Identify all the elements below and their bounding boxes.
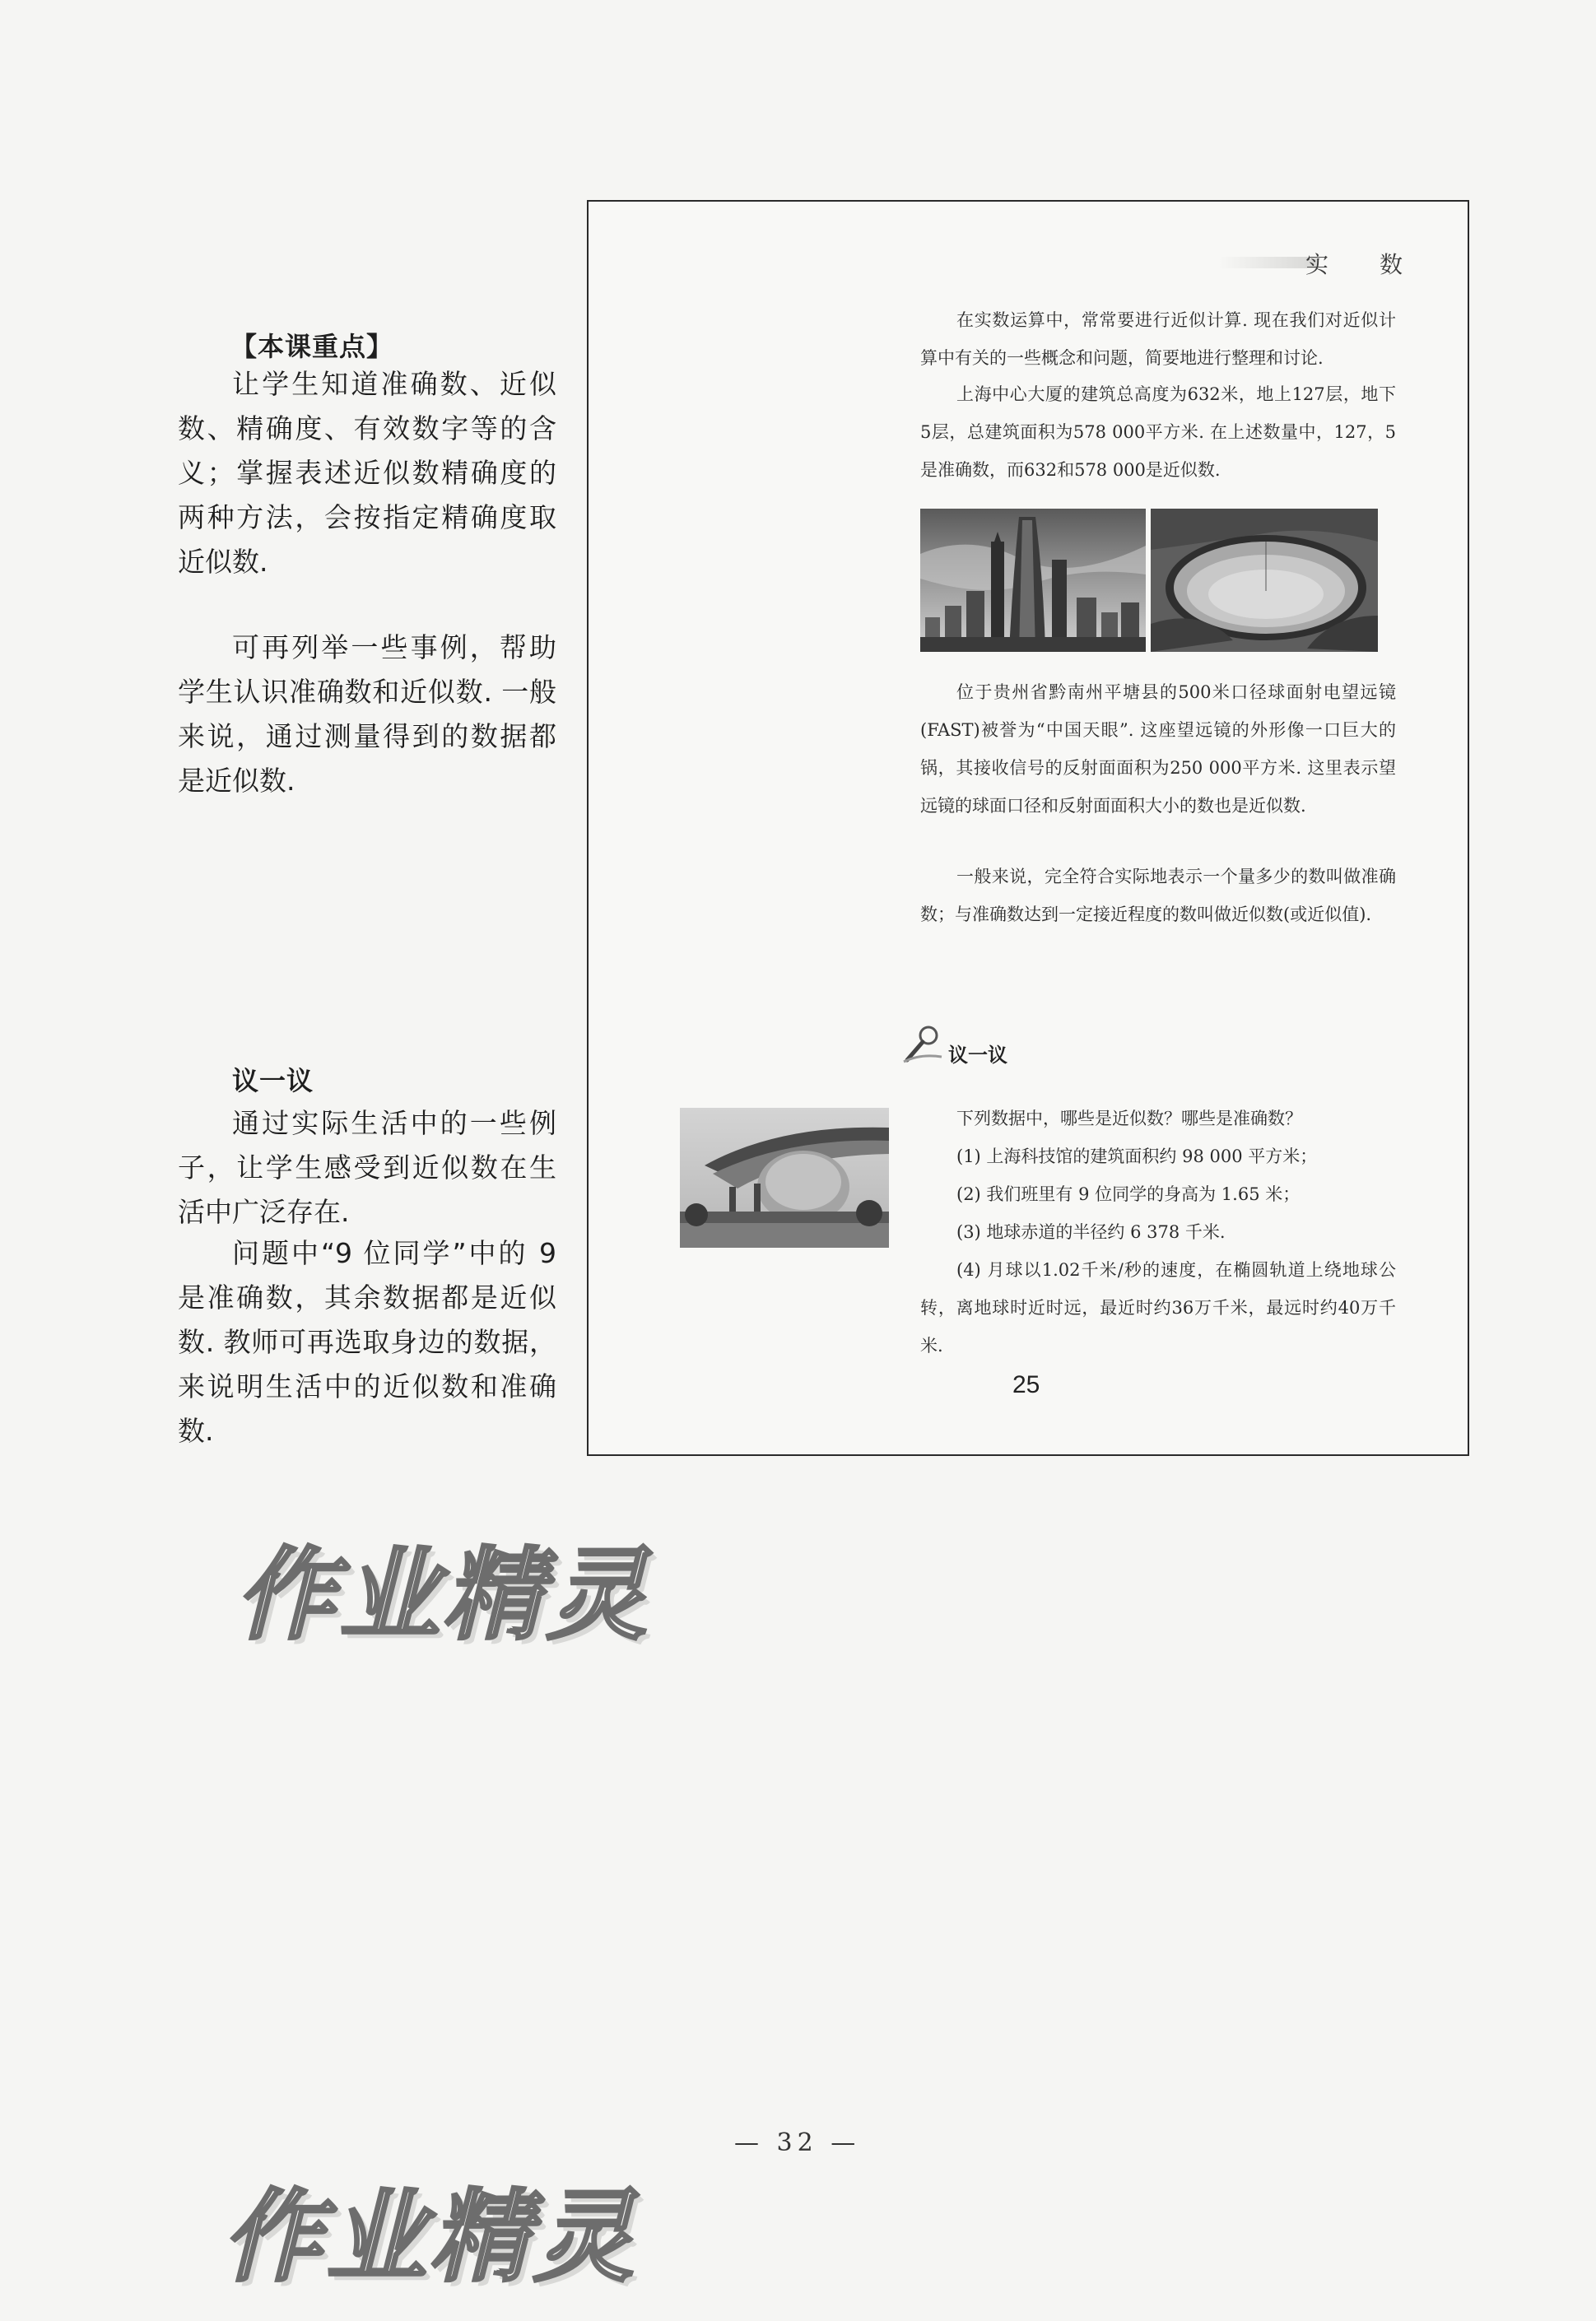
header-right: 数	[1380, 251, 1403, 278]
paragraph-intro: 在实数运算中，常常要进行近似计算. 现在我们对近似计算中有关的一些概念和问题，简要地进行整理和讨论.	[920, 310, 1396, 368]
watermark-bottom: 作业精灵	[222, 2179, 637, 2295]
focus-title: 【本课重点】	[230, 331, 394, 362]
magnifier-icon	[900, 1021, 947, 1070]
discuss-note-title: 议一议	[232, 1065, 314, 1096]
discuss-question: 下列数据中，哪些是近似数？哪些是准确数？	[956, 1109, 1302, 1128]
discuss-heading: 议一议	[948, 1044, 1007, 1067]
page-number: — 32 —	[734, 2128, 861, 2157]
focus-text: 让学生知道准确数、近似数、精确度、有效数字等的含义；掌握表述近似数精确度的两种方法，会按指定精确度取近似数.	[178, 368, 556, 578]
textbook-page-number: 25	[1012, 1371, 1040, 1398]
question-item-1: (1) 上海科技馆的建筑面积约 98 000 平方米；	[956, 1147, 1318, 1166]
example-text: 可再列举一些事例，帮助学生认识准确数和近似数. 一般来说，通过测量得到的数据都是近似数.	[178, 631, 556, 797]
paragraph-shanghai-tower: 上海中心大厦的建筑总高度为632米，地上127层，地下5层，总建筑面积为578 000平方米. 在上述数量中，127，5是准确数，而632和578 000是近似数.	[920, 384, 1396, 480]
shanghai-tower-photo	[920, 509, 1146, 652]
science-museum-photo	[680, 1108, 889, 1248]
question-item-4: (4) 月球以1.02千米/秒的速度，在椭圆轨道上绕地球公转，离地球时近时远，最近时约36万千米，最远时约40万千米.	[920, 1260, 1396, 1356]
paragraph-fast: 位于贵州省黔南州平塘县的500米口径球面射电望远镜(FAST)被誉为“中国天眼”. 这座望远镜的外形像一口巨大的锅，其接收信号的反射面面积为250 000平方米. 这里表示望远镜的球面口径和反射面面积大小的数也是近似数.	[920, 682, 1396, 816]
question-item-3: (3) 地球赤道的半径约 6 378 千米.	[956, 1222, 1226, 1242]
fast-telescope-photo	[1151, 509, 1378, 652]
header-left: 实	[1305, 251, 1329, 278]
header-bar	[1218, 257, 1317, 268]
watermark-top: 作业精灵	[235, 1537, 650, 1654]
discuss-text-2: 问题中“9 位同学”中的 9 是准确数，其余数据都是近似数. 教师可再选取身边的数据，来说明生活中的近似数和准确数.	[178, 1237, 556, 1447]
question-item-2: (2) 我们班里有 9 位同学的身高为 1.65 米；	[956, 1184, 1301, 1204]
discuss-text-1: 通过实际生活中的一些例子，让学生感受到近似数在生活中广泛存在.	[178, 1107, 556, 1228]
paragraph-definition: 一般来说，完全符合实际地表示一个量多少的数叫做准确数；与准确数达到一定接近程度的数叫做近似数(或近似值).	[920, 867, 1396, 924]
